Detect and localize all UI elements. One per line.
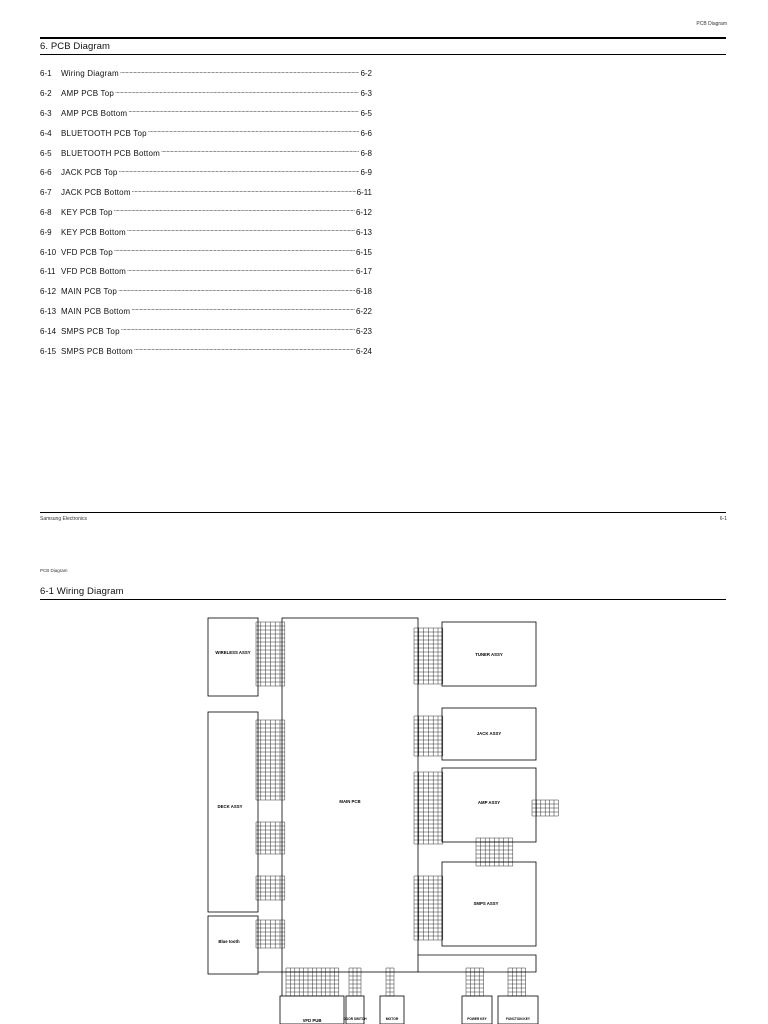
toc-entry-page: 6-5 [360, 108, 372, 118]
toc-entry-label: MAIN PCB Top [61, 287, 118, 297]
toc-entry-number: 6-11 [40, 267, 56, 277]
toc-entry-label: VFD PCB Top [61, 247, 113, 257]
bluetooth-label: Blue tooth [218, 939, 240, 944]
toc-entry-number: 6-15 [40, 346, 57, 356]
toc-entry-label: AMP PCB Bottom [61, 108, 128, 118]
toc-entry-label: KEY PCB Top [61, 207, 113, 217]
footer-page-number: 6-1 [719, 516, 727, 522]
running-header-2: PCB Diagram [40, 568, 68, 573]
toc-entry-number: 6-10 [40, 247, 57, 257]
toc-entry-number: 6-9 [40, 227, 52, 237]
motor-label: MOTOR [385, 1017, 399, 1021]
toc-entry-label: KEY PCB Bottom [61, 227, 126, 237]
wireless-label: WIRELESS ASSY [215, 650, 251, 655]
toc-entry-page: 6-2 [360, 69, 372, 79]
wireless-harness [256, 622, 285, 686]
motor-harness [386, 968, 394, 996]
deck-label: DECK ASSY [217, 804, 243, 809]
function-harness [508, 968, 526, 996]
toc-entry-label: SMPS PCB Bottom [61, 346, 133, 356]
amp-box [442, 768, 536, 842]
toc-entry-number: 6-7 [40, 188, 52, 198]
vfd-harness [286, 968, 339, 996]
jack-label: JACK ASSY [476, 731, 502, 736]
footer-publisher: Samsung Electronics [40, 516, 87, 522]
toc-entry-page: 6-8 [360, 148, 372, 158]
toc-entry-number: 6-2 [40, 89, 52, 99]
toc-entry-page: 6-13 [355, 227, 372, 237]
toc-entry-number: 6-3 [40, 108, 52, 118]
power-key-label: POWER KEY [467, 1017, 487, 1021]
toc-entry-page: 6-24 [355, 346, 372, 356]
running-header: PCB Diagram [696, 21, 727, 27]
toc-entry-label: JACK PCB Top [61, 168, 118, 178]
power-harness [466, 968, 484, 996]
toc-entry-number: 6-4 [40, 128, 52, 138]
toc-entry-label: VFD PCB Bottom [61, 267, 127, 277]
vfd-label: VFD PUB [302, 1018, 322, 1023]
door-label: DOOR SWITCH [343, 1017, 367, 1021]
toc-entry-number: 6-6 [40, 168, 52, 178]
section-title-2: 6-1 Wiring Diagram [40, 586, 124, 597]
toc-entry-page: 6-11 [356, 188, 372, 198]
deck-harness-b [256, 822, 285, 854]
tuner-label: TUNER ASSY [475, 652, 503, 657]
bluetooth-harness [256, 920, 285, 948]
door-harness [349, 968, 361, 996]
toc-entry-page: 6-23 [355, 326, 372, 336]
amp-bottom-harness [476, 838, 513, 866]
toc-entry-number: 6-13 [40, 306, 57, 316]
toc-entry-page: 6-18 [355, 287, 372, 297]
toc-entry-number: 6-14 [40, 326, 57, 336]
toc-entry-number: 6-5 [40, 148, 52, 158]
amp-label: AMP ASSY [477, 800, 501, 805]
deck-harness-a [256, 720, 285, 800]
toc-entry-number: 6-12 [40, 287, 57, 297]
toc-entry-label: BLUETOOTH PCB Bottom [61, 148, 160, 158]
deck-box [208, 712, 258, 912]
toc-entry-page: 6-15 [355, 247, 372, 257]
main-pcb-label: MAIN PCB [339, 799, 361, 804]
bluetooth-box [208, 916, 258, 974]
smps-label: SMPS ASSY [473, 901, 499, 906]
wireless-box [208, 618, 258, 696]
toc-entry-label: AMP PCB Top [61, 89, 115, 99]
toc-entry-number: 6-1 [40, 69, 52, 79]
toc-entry-label: Wiring Diagram [61, 69, 119, 79]
toc-entry-label: BLUETOOTH PCB Top [61, 128, 147, 138]
function-key-label: FUNCTION KEY [506, 1017, 530, 1021]
toc-entry-page: 6-22 [355, 306, 372, 316]
toc-entry-page: 6-6 [360, 128, 372, 138]
toc-entry-number: 6-8 [40, 207, 52, 217]
toc-entry-page: 6-3 [360, 89, 372, 99]
toc-entry-label: JACK PCB Bottom [61, 188, 131, 198]
deck-harness-c [256, 876, 285, 900]
toc-entry-page: 6-12 [355, 207, 372, 217]
toc-entry-label: MAIN PCB Bottom [61, 306, 131, 316]
toc-entry-page: 6-17 [355, 267, 372, 277]
main-pcb-box [282, 618, 418, 972]
toc-entry-label: SMPS PCB Top [61, 326, 120, 336]
section-title: 6. PCB Diagram [40, 41, 111, 52]
toc-entry-page: 6-9 [360, 168, 372, 178]
